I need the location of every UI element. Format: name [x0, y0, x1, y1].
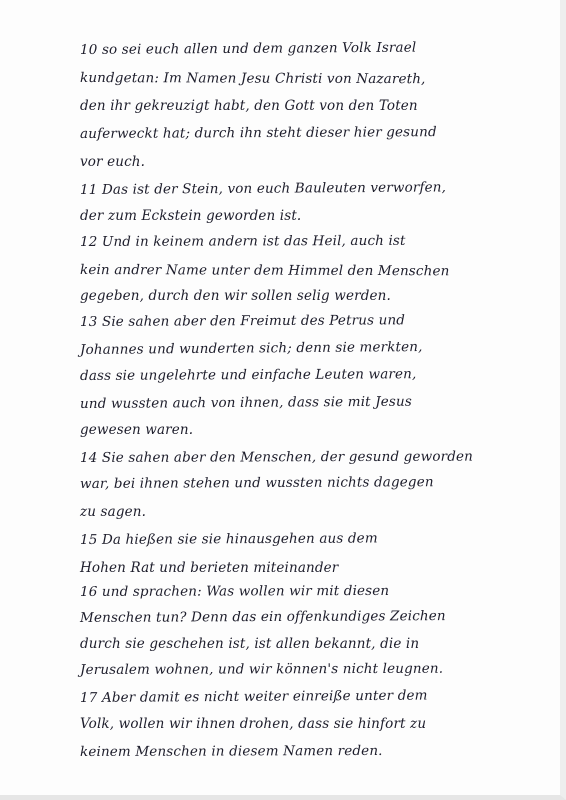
text-line: Jerusalem wohnen, und wir können's nicht leugnen.: [79, 660, 444, 678]
text-line: 13 Sie sahen aber den Freimut des Petrus und: [79, 312, 406, 330]
text-line: 15 Da hießen sie sie hinausgehen aus dem: [79, 530, 378, 548]
text-line: Volk, wollen wir ihnen drohen, dass sie hinfort zu: [80, 716, 427, 732]
text-line: der zum Eckstein geworden ist.: [80, 208, 302, 224]
text-line: gegeben, durch den wir sollen selig werden.: [80, 288, 391, 304]
text-line: gewesen waren.: [80, 422, 194, 438]
text-line: und wussten auch von ihnen, dass sie mit Jesus: [79, 393, 412, 412]
text-line: dass sie ungelehrte und einfache Leuten waren,: [79, 366, 417, 384]
text-line: 12 Und in keinem andern ist das Heil, auch ist: [79, 232, 406, 250]
text-line: war, bei ihnen stehen und wussten nichts dagegen: [79, 474, 434, 492]
text-line: auferweckt hat; durch ihn steht dieser hier gesund: [79, 124, 437, 142]
text-line: 17 Aber damit es nicht weiter einreiße unter dem: [79, 687, 428, 706]
text-line: kein andrer Name unter dem Himmel den Menschen: [79, 262, 450, 280]
text-line: 16 und sprachen: Was wollen wir mit diesen: [79, 582, 390, 600]
text-line: Hohen Rat und berieten miteinander: [80, 560, 339, 576]
text-line: zu sagen.: [80, 504, 147, 520]
text-line: 10 so sei euch allen und dem ganzen Volk Israel: [79, 39, 417, 58]
text-line: durch sie geschehen ist, ist allen bekannt, die in: [80, 636, 420, 652]
text-line: den ihr gekreuzigt habt, den Gott von den Toten: [80, 98, 418, 114]
text-line: Johannes und wunderten sich; denn sie merkten,: [79, 339, 423, 358]
text-line: 11 Das ist der Stein, von euch Bauleuten verworfen,: [79, 179, 447, 198]
text-line: kundgetan: Im Namen Jesu Christi von Nazareth,: [79, 70, 426, 88]
text-line: vor euch.: [80, 154, 146, 170]
text-line: 14 Sie sahen aber den Menschen, der gesund geworden: [79, 448, 473, 466]
text-line: Menschen tun? Denn das ein offenkundiges Zeichen: [79, 608, 446, 626]
text-line: keinem Menschen in diesem Namen reden.: [79, 742, 383, 760]
